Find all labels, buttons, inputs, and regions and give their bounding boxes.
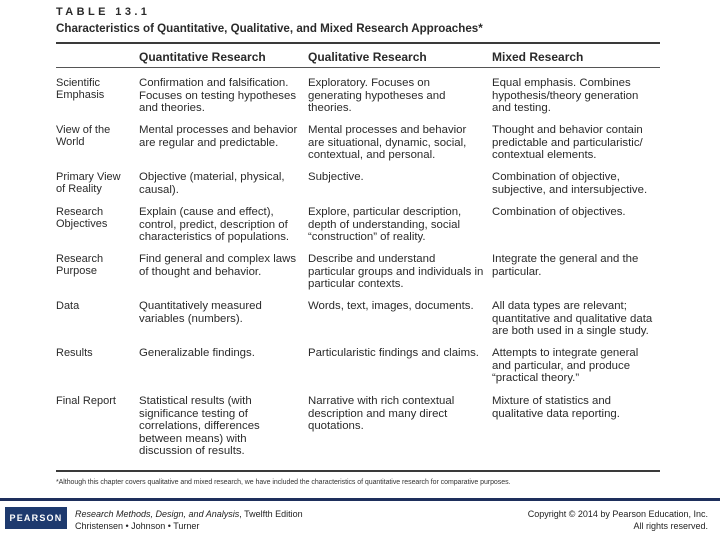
row-label: Final Report: [56, 395, 116, 407]
cell-qualitative: Describe and understand particular groups and individuals in particular contexts.: [308, 253, 484, 291]
row-label: Research Objectives: [56, 206, 108, 231]
row-label: Scientific Emphasis: [56, 77, 105, 102]
book-title: Research Methods, Design, and Analysis: [75, 509, 240, 519]
row-label: View of the World: [56, 124, 111, 149]
copyright-notice: [528, 508, 708, 532]
cell-quantitative: Confirmation and falsification. Focuses on testing hypotheses and theories.: [139, 77, 297, 115]
cell-quantitative: Mental processes and behavior are regular and predictable.: [139, 124, 298, 149]
table-number: TABLE 13.1: [56, 6, 151, 18]
cell-qualitative: Exploratory. Focuses on generating hypotheses and theories.: [308, 77, 446, 115]
cell-mixed: All data types are relevant; quantitative and qualitative data are both used in a single study.: [492, 300, 653, 338]
cell-qualitative: Subjective.: [308, 171, 364, 183]
book-authors: Christensen • Johnson • Turner: [75, 521, 200, 531]
row-label: Results: [56, 347, 93, 359]
top-rule: [56, 42, 660, 44]
table-title: Characteristics of Quantitative, Qualitative, and Mixed Research Approaches*: [56, 22, 483, 35]
rights-line: All rights reserved.: [633, 521, 708, 531]
copyright-line: Copyright © 2014 by Pearson Education, Inc.: [527, 509, 708, 519]
cell-mixed: Integrate the general and the particular.: [492, 253, 639, 278]
book-citation: [75, 508, 303, 532]
cell-mixed: Equal emphasis. Combines hypothesis/theory generation and testing.: [492, 77, 639, 115]
table-document: [56, 0, 660, 496]
cell-qualitative: Mental processes and behavior are situational, dynamic, social, contextual, and personal.: [308, 124, 467, 162]
cell-mixed: Combination of objective, subjective, and intersubjective.: [492, 171, 648, 196]
cell-quantitative: Objective (material, physical, causal).: [139, 171, 285, 196]
column-header-qualitative: Qualitative Research: [308, 50, 427, 64]
cell-quantitative: Quantitatively measured variables (numbers).: [139, 300, 262, 325]
cell-quantitative: Statistical results (with significance testing of correlations, differences between means) with discussion of results.: [139, 395, 260, 458]
row-label: Primary View of Reality: [56, 171, 121, 196]
row-label: Research Purpose: [56, 253, 104, 278]
cell-quantitative: Generalizable findings.: [139, 347, 255, 359]
bottom-rule: [56, 470, 660, 472]
cell-quantitative: Explain (cause and effect), control, predict, description of characteristics of populations.: [139, 206, 290, 244]
slide-footer: [0, 498, 720, 543]
pearson-logo: [5, 507, 67, 529]
cell-mixed: Combination of objectives.: [492, 206, 626, 218]
cell-mixed: Mixture of statistics and qualitative data reporting.: [492, 395, 620, 420]
book-edition: , Twelfth Edition: [239, 509, 303, 519]
cell-qualitative: Words, text, images, documents.: [308, 300, 474, 312]
cell-qualitative: Narrative with rich contextual description and many direct quotations.: [308, 395, 455, 433]
cell-mixed: Attempts to integrate general and particular, and produce “practical theory.”: [492, 347, 639, 385]
cell-quantitative: Find general and complex laws of thought and behavior.: [139, 253, 297, 278]
table-footnote: *Although this chapter covers qualitative and mixed research, we have included the characteristics of quantitative research for comparative purposes.: [56, 479, 511, 486]
column-header-mixed: Mixed Research: [492, 50, 584, 64]
pearson-logo-text: PEARSON: [9, 513, 63, 523]
cell-qualitative: Particularistic findings and claims.: [308, 347, 479, 359]
header-rule: [56, 67, 660, 68]
row-label: Data: [56, 300, 80, 312]
column-header-quantitative: Quantitative Research: [139, 50, 266, 64]
cell-mixed: Thought and behavior contain predictable and particularistic/ contextual elements.: [492, 124, 643, 162]
cell-qualitative: Explore, particular description, depth of understanding, social “construction” of reality.: [308, 206, 462, 244]
